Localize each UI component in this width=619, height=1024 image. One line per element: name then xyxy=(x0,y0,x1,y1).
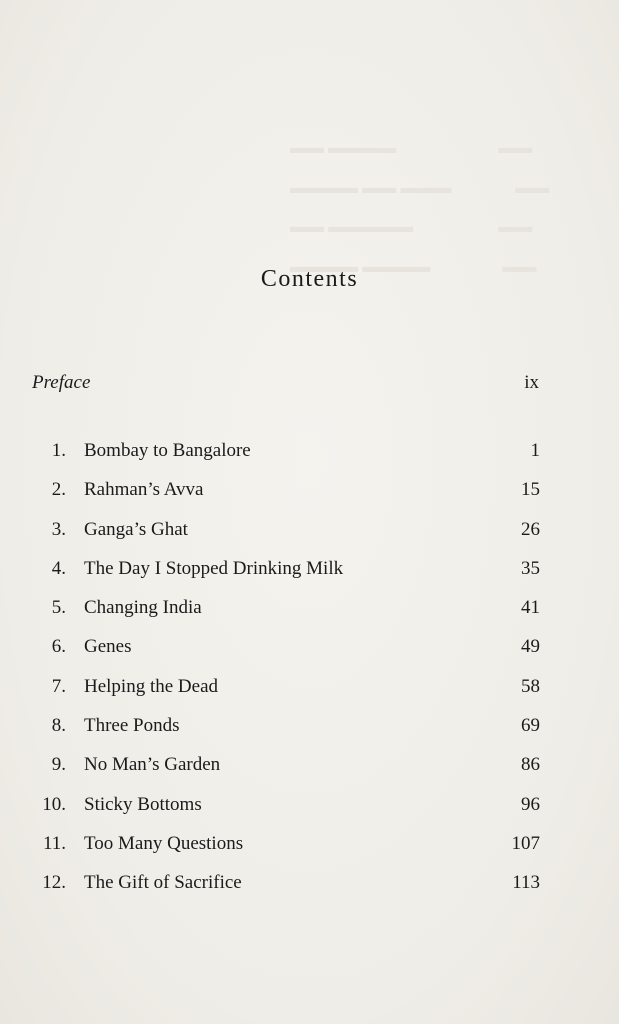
chapter-title: No Man’s Garden xyxy=(84,754,221,776)
preface-entry[interactable] xyxy=(32,372,539,398)
chapter-number: 3. xyxy=(51,518,66,540)
chapter-number: 5. xyxy=(51,597,66,619)
toc-entry-3[interactable] xyxy=(32,516,540,555)
toc-entry-1[interactable] xyxy=(32,437,540,476)
toc-entry-7[interactable] xyxy=(32,673,540,712)
toc-entry-11[interactable] xyxy=(32,830,540,869)
chapter-page-number: 58 xyxy=(521,675,540,697)
chapter-number: 2. xyxy=(51,479,66,501)
chapter-page-number: 15 xyxy=(521,479,540,501)
chapter-number: 11. xyxy=(42,832,66,854)
chapter-title: Three Ponds xyxy=(84,715,180,737)
toc-entry-10[interactable] xyxy=(32,791,540,830)
toc-entry-5[interactable] xyxy=(32,594,540,633)
toc-entry-4[interactable] xyxy=(32,555,540,594)
preface-page-number: ix xyxy=(524,372,539,393)
chapter-number: 9. xyxy=(51,754,66,776)
chapter-title: Bombay to Bangalore xyxy=(84,440,251,461)
chapter-number: 8. xyxy=(51,715,66,737)
chapter-page-number: 26 xyxy=(521,518,540,540)
chapter-number: 10. xyxy=(42,793,66,815)
chapter-list xyxy=(32,437,540,909)
toc-entry-8[interactable] xyxy=(32,712,540,751)
preface-title: Preface xyxy=(32,372,91,393)
chapter-title: The Gift of Sacrifice xyxy=(84,872,242,894)
toc-entry-6[interactable] xyxy=(32,633,540,672)
chapter-title: Sticky Bottoms xyxy=(84,793,202,815)
chapter-number: 7. xyxy=(51,675,66,697)
chapter-page-number: 49 xyxy=(521,636,540,658)
chapter-page-number: 86 xyxy=(521,754,540,776)
show-through-text: ▬▬ ▬▬▬▬ ▬▬ ▬▬▬▬ ▬▬ ▬▬▬ ▬▬ ▬▬ ▬▬▬▬▬ ▬▬ ▬▬▬▬ ▬▬▬▬ ▬▬ xyxy=(290,138,550,276)
chapter-page-number: 35 xyxy=(521,557,540,579)
chapter-page-number: 107 xyxy=(511,832,540,854)
toc-entry-9[interactable] xyxy=(32,751,540,790)
chapter-number: 1. xyxy=(51,440,66,461)
chapter-page-number: 1 xyxy=(530,440,540,461)
chapter-title: The Day I Stopped Drinking Milk xyxy=(84,557,344,579)
chapter-title: Rahman’s Avva xyxy=(84,479,204,501)
chapter-title: Too Many Questions xyxy=(84,832,244,854)
chapter-page-number: 69 xyxy=(521,715,540,737)
toc-entry-12[interactable] xyxy=(32,869,540,908)
chapter-title: Changing India xyxy=(84,597,202,619)
chapter-number: 6. xyxy=(51,636,66,658)
contents-heading: Contents xyxy=(260,266,359,292)
chapter-page-number: 41 xyxy=(521,597,540,619)
chapter-page-number: 113 xyxy=(512,872,540,894)
chapter-number: 12. xyxy=(42,872,66,894)
chapter-number: 4. xyxy=(51,557,66,579)
chapter-title: Helping the Dead xyxy=(84,675,219,697)
chapter-title: Genes xyxy=(84,636,132,658)
chapter-title: Ganga’s Ghat xyxy=(84,518,188,540)
chapter-page-number: 96 xyxy=(521,793,540,815)
toc-entry-2[interactable] xyxy=(32,476,540,515)
